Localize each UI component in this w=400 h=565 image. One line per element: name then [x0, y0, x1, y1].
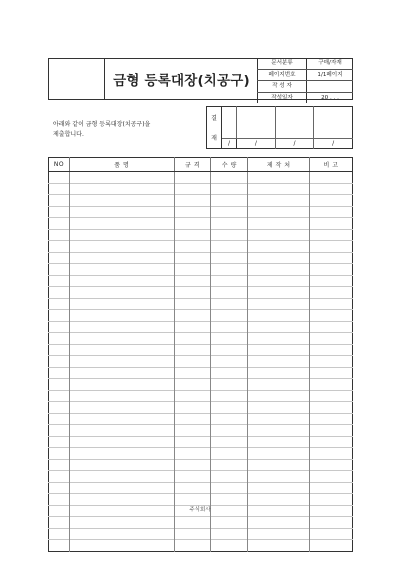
table-cell[interactable]	[174, 229, 211, 241]
approval-date: /	[275, 139, 314, 149]
table-row	[49, 241, 353, 253]
table-cell[interactable]	[211, 321, 248, 333]
table-cell[interactable]	[310, 275, 353, 287]
table-cell[interactable]	[174, 344, 211, 356]
table-cell[interactable]	[49, 436, 70, 448]
table-cell[interactable]	[211, 275, 248, 287]
meta-value: 20 . . .	[307, 92, 354, 103]
meta-label: 작 성 자	[258, 81, 307, 93]
table-row	[49, 229, 353, 241]
table-cell[interactable]	[310, 356, 353, 368]
table-cell[interactable]	[310, 298, 353, 310]
table-cell[interactable]	[69, 459, 174, 471]
table-cell[interactable]	[211, 517, 248, 529]
table-cell[interactable]	[310, 402, 353, 414]
table-cell[interactable]	[49, 517, 70, 529]
table-cell[interactable]	[211, 436, 248, 448]
table-cell[interactable]	[174, 517, 211, 529]
col-header-no: NO	[49, 158, 70, 172]
table-cell[interactable]	[211, 195, 248, 207]
table-header-row	[49, 158, 353, 172]
table-cell[interactable]	[69, 540, 174, 552]
table-cell[interactable]	[248, 425, 310, 437]
table-row	[49, 356, 353, 368]
table-cell[interactable]	[310, 287, 353, 299]
table-cell[interactable]	[69, 241, 174, 253]
table-cell[interactable]	[211, 367, 248, 379]
table-row	[49, 379, 353, 391]
approval-label-bottom: 재	[211, 135, 217, 143]
meta-label: 문서분류	[258, 58, 307, 69]
table-cell[interactable]	[211, 241, 248, 253]
table-body	[49, 172, 353, 552]
table-cell[interactable]	[49, 344, 70, 356]
table-row	[49, 275, 353, 287]
table-cell[interactable]	[310, 344, 353, 356]
table-cell[interactable]	[310, 459, 353, 471]
table-cell[interactable]	[248, 172, 310, 184]
approval-label-top: 결	[211, 114, 217, 122]
table-cell[interactable]	[248, 206, 310, 218]
meta-value: 1/1페이지	[307, 69, 354, 81]
table-cell[interactable]	[49, 229, 70, 241]
table-cell[interactable]	[248, 195, 310, 207]
table-cell[interactable]	[211, 379, 248, 391]
table-cell[interactable]	[174, 321, 211, 333]
table-cell[interactable]	[49, 540, 70, 552]
approval-date: /	[237, 139, 276, 149]
table-cell[interactable]	[69, 471, 174, 483]
table-cell[interactable]	[49, 390, 70, 402]
table-cell[interactable]	[174, 218, 211, 230]
table-cell[interactable]	[174, 436, 211, 448]
table-cell[interactable]	[49, 172, 70, 184]
table-cell[interactable]	[248, 448, 310, 460]
table-cell[interactable]	[69, 367, 174, 379]
meta-row	[258, 58, 354, 69]
note-line: 제출합니다.	[53, 130, 84, 138]
table-row	[49, 482, 353, 494]
meta-label: 작성일자	[258, 92, 307, 103]
table-row	[49, 517, 353, 529]
table-cell[interactable]	[174, 471, 211, 483]
note-line: 아래와 같이 금형 등록대장(치공구)을	[53, 121, 151, 128]
table-cell[interactable]	[69, 482, 174, 494]
table-cell[interactable]	[174, 390, 211, 402]
signature-cell[interactable]	[314, 107, 353, 139]
table-cell[interactable]	[310, 448, 353, 460]
table-row	[49, 287, 353, 299]
table-cell[interactable]	[248, 494, 310, 506]
table-cell[interactable]	[174, 241, 211, 253]
table-cell[interactable]	[69, 413, 174, 425]
table-cell[interactable]	[49, 448, 70, 460]
table-cell[interactable]	[69, 390, 174, 402]
col-header-remarks: 비 고	[310, 158, 353, 172]
table-cell[interactable]	[174, 413, 211, 425]
table-row	[49, 252, 353, 264]
table-cell[interactable]	[49, 252, 70, 264]
table-cell[interactable]	[248, 333, 310, 345]
table-row	[49, 172, 353, 184]
table-cell[interactable]	[310, 172, 353, 184]
table-cell[interactable]	[248, 275, 310, 287]
table-cell[interactable]	[174, 367, 211, 379]
table-cell[interactable]	[49, 482, 70, 494]
table-cell[interactable]	[69, 448, 174, 460]
table-cell[interactable]	[49, 183, 70, 195]
table-row	[49, 298, 353, 310]
table-cell[interactable]	[310, 367, 353, 379]
table-cell[interactable]	[69, 356, 174, 368]
approval-label	[207, 107, 222, 149]
table-cell[interactable]	[248, 252, 310, 264]
table-cell[interactable]	[49, 287, 70, 299]
table-cell[interactable]	[49, 333, 70, 345]
table-cell[interactable]	[69, 218, 174, 230]
table-cell[interactable]	[69, 402, 174, 414]
table-row	[49, 321, 353, 333]
table-cell[interactable]	[49, 321, 70, 333]
table-cell[interactable]	[248, 540, 310, 552]
table-cell[interactable]	[248, 298, 310, 310]
table-cell[interactable]	[49, 356, 70, 368]
col-header-item: 품 명	[69, 158, 174, 172]
table-cell[interactable]	[310, 390, 353, 402]
table-cell[interactable]	[310, 425, 353, 437]
meta-row	[258, 81, 354, 93]
table-cell[interactable]	[69, 229, 174, 241]
table-cell[interactable]	[310, 264, 353, 276]
table-cell[interactable]	[310, 252, 353, 264]
table-cell[interactable]	[174, 402, 211, 414]
meta-table	[257, 58, 353, 103]
table-cell[interactable]	[248, 482, 310, 494]
col-header-maker: 제 작 처	[248, 158, 310, 172]
table-row	[49, 344, 353, 356]
table-cell[interactable]	[174, 310, 211, 322]
approval-date: /	[222, 139, 237, 149]
table-cell[interactable]	[49, 241, 70, 253]
table-row	[49, 402, 353, 414]
meta-row	[258, 92, 354, 103]
table-cell[interactable]	[174, 540, 211, 552]
table-cell[interactable]	[248, 413, 310, 425]
table-cell[interactable]	[69, 252, 174, 264]
table-cell[interactable]	[248, 344, 310, 356]
table-cell[interactable]	[211, 172, 248, 184]
table-row	[49, 206, 353, 218]
table-row	[49, 183, 353, 195]
approval-box	[206, 106, 353, 149]
table-cell[interactable]	[211, 252, 248, 264]
table-cell[interactable]	[49, 206, 70, 218]
table-cell[interactable]	[310, 195, 353, 207]
table-cell[interactable]	[69, 528, 174, 540]
table-cell[interactable]	[69, 298, 174, 310]
table-cell[interactable]	[174, 494, 211, 506]
col-header-qty: 수 량	[211, 158, 248, 172]
col-header-spec: 규 격	[174, 158, 211, 172]
table-cell[interactable]	[211, 402, 248, 414]
table-cell[interactable]	[69, 183, 174, 195]
table-row	[49, 195, 353, 207]
table-cell[interactable]	[69, 310, 174, 322]
table-cell[interactable]	[174, 264, 211, 276]
table-cell[interactable]	[211, 218, 248, 230]
meta-value: 구매/자재	[307, 58, 354, 69]
table-row	[49, 367, 353, 379]
table-cell[interactable]	[310, 333, 353, 345]
table-cell[interactable]	[49, 310, 70, 322]
table-cell[interactable]	[248, 471, 310, 483]
table-cell[interactable]	[211, 333, 248, 345]
table-cell[interactable]	[174, 356, 211, 368]
logo-cell	[48, 58, 105, 100]
table-cell[interactable]	[248, 241, 310, 253]
table-cell[interactable]	[211, 390, 248, 402]
table-cell[interactable]	[174, 206, 211, 218]
table-cell[interactable]	[211, 287, 248, 299]
table-cell[interactable]	[310, 436, 353, 448]
table-cell[interactable]	[211, 183, 248, 195]
table-row	[49, 218, 353, 230]
table-cell[interactable]	[211, 425, 248, 437]
table-row	[49, 494, 353, 506]
table-cell[interactable]	[49, 494, 70, 506]
table-cell[interactable]	[49, 367, 70, 379]
table-cell[interactable]	[174, 252, 211, 264]
table-cell[interactable]	[69, 264, 174, 276]
table-row	[49, 310, 353, 322]
table-cell[interactable]	[248, 183, 310, 195]
company-footer: 주식회사	[189, 507, 211, 513]
table-row	[49, 459, 353, 471]
table-cell[interactable]	[49, 471, 70, 483]
table-cell[interactable]	[248, 356, 310, 368]
table-cell[interactable]	[211, 206, 248, 218]
table-cell[interactable]	[174, 482, 211, 494]
table-cell[interactable]	[310, 206, 353, 218]
table-cell[interactable]	[310, 482, 353, 494]
table-cell[interactable]	[49, 218, 70, 230]
table-cell[interactable]	[211, 264, 248, 276]
table-cell[interactable]	[248, 310, 310, 322]
table-cell[interactable]	[248, 459, 310, 471]
table-row	[49, 471, 353, 483]
table-cell[interactable]	[211, 459, 248, 471]
table-row	[49, 264, 353, 276]
table-row	[49, 390, 353, 402]
table-cell[interactable]	[310, 310, 353, 322]
table-cell[interactable]	[174, 172, 211, 184]
document-title: 금형 등록대장(치공구)	[113, 73, 250, 89]
table-cell[interactable]	[211, 356, 248, 368]
approval-date: /	[314, 139, 353, 149]
table-cell[interactable]	[248, 264, 310, 276]
table-cell[interactable]	[310, 229, 353, 241]
table-cell[interactable]	[69, 379, 174, 391]
meta-label: 페이지번호	[258, 69, 307, 81]
table-cell[interactable]	[49, 402, 70, 414]
table-cell[interactable]	[174, 287, 211, 299]
table-cell[interactable]	[69, 195, 174, 207]
table-cell[interactable]	[49, 425, 70, 437]
table-cell[interactable]	[211, 540, 248, 552]
table-cell[interactable]	[248, 229, 310, 241]
table-cell[interactable]	[310, 379, 353, 391]
table-cell[interactable]	[174, 379, 211, 391]
register-table	[48, 157, 353, 552]
table-row	[49, 528, 353, 540]
table-cell[interactable]	[211, 413, 248, 425]
table-cell[interactable]	[174, 298, 211, 310]
table-row	[49, 448, 353, 460]
table-cell[interactable]	[310, 494, 353, 506]
table-cell[interactable]	[310, 517, 353, 529]
table-cell[interactable]	[174, 183, 211, 195]
table-cell[interactable]	[49, 264, 70, 276]
table-cell[interactable]	[69, 425, 174, 437]
table-cell[interactable]	[310, 540, 353, 552]
table-cell[interactable]	[174, 448, 211, 460]
table-cell[interactable]	[69, 287, 174, 299]
table-row	[49, 413, 353, 425]
table-cell[interactable]	[211, 471, 248, 483]
signature-cell[interactable]	[237, 107, 276, 139]
table-cell[interactable]	[174, 195, 211, 207]
table-cell[interactable]	[211, 344, 248, 356]
table-cell[interactable]	[174, 459, 211, 471]
table-cell[interactable]	[49, 459, 70, 471]
table-cell[interactable]	[248, 436, 310, 448]
table-cell[interactable]	[248, 402, 310, 414]
table-cell[interactable]	[211, 298, 248, 310]
meta-row	[258, 69, 354, 81]
table-cell[interactable]	[211, 528, 248, 540]
table-cell[interactable]	[248, 390, 310, 402]
table-cell[interactable]	[69, 333, 174, 345]
table-row	[49, 540, 353, 552]
table-cell[interactable]	[310, 528, 353, 540]
table-cell[interactable]	[174, 333, 211, 345]
table-cell[interactable]	[211, 482, 248, 494]
table-cell[interactable]	[248, 379, 310, 391]
table-cell[interactable]	[211, 494, 248, 506]
table-cell[interactable]	[248, 367, 310, 379]
table-cell[interactable]	[211, 229, 248, 241]
table-cell[interactable]	[310, 471, 353, 483]
table-cell[interactable]	[49, 413, 70, 425]
table-cell[interactable]	[211, 310, 248, 322]
table-cell[interactable]	[310, 218, 353, 230]
table-row	[49, 333, 353, 345]
table-cell[interactable]	[69, 494, 174, 506]
table-cell[interactable]	[49, 195, 70, 207]
table-cell[interactable]	[248, 218, 310, 230]
meta-value	[307, 81, 354, 93]
table-cell[interactable]	[69, 436, 174, 448]
table-cell[interactable]	[310, 321, 353, 333]
table-cell[interactable]	[69, 321, 174, 333]
table-cell[interactable]	[174, 425, 211, 437]
table-cell[interactable]	[248, 528, 310, 540]
table-row	[49, 436, 353, 448]
table-cell[interactable]	[310, 183, 353, 195]
table-cell[interactable]	[69, 206, 174, 218]
table-cell[interactable]	[248, 287, 310, 299]
table-cell[interactable]	[310, 413, 353, 425]
table-cell[interactable]	[174, 275, 211, 287]
table-cell[interactable]	[49, 275, 70, 287]
table-row	[49, 425, 353, 437]
table-cell[interactable]	[69, 275, 174, 287]
table-cell[interactable]	[49, 298, 70, 310]
table-cell[interactable]	[211, 448, 248, 460]
table-cell[interactable]	[69, 517, 174, 529]
table-cell[interactable]	[310, 241, 353, 253]
table-cell[interactable]	[49, 528, 70, 540]
table-cell[interactable]	[69, 344, 174, 356]
signature-cell[interactable]	[222, 107, 237, 139]
table-cell[interactable]	[49, 379, 70, 391]
table-cell[interactable]	[69, 172, 174, 184]
signature-cell[interactable]	[275, 107, 314, 139]
table-cell[interactable]	[248, 321, 310, 333]
submission-note	[53, 120, 203, 139]
table-cell[interactable]	[174, 528, 211, 540]
table-cell[interactable]	[248, 517, 310, 529]
